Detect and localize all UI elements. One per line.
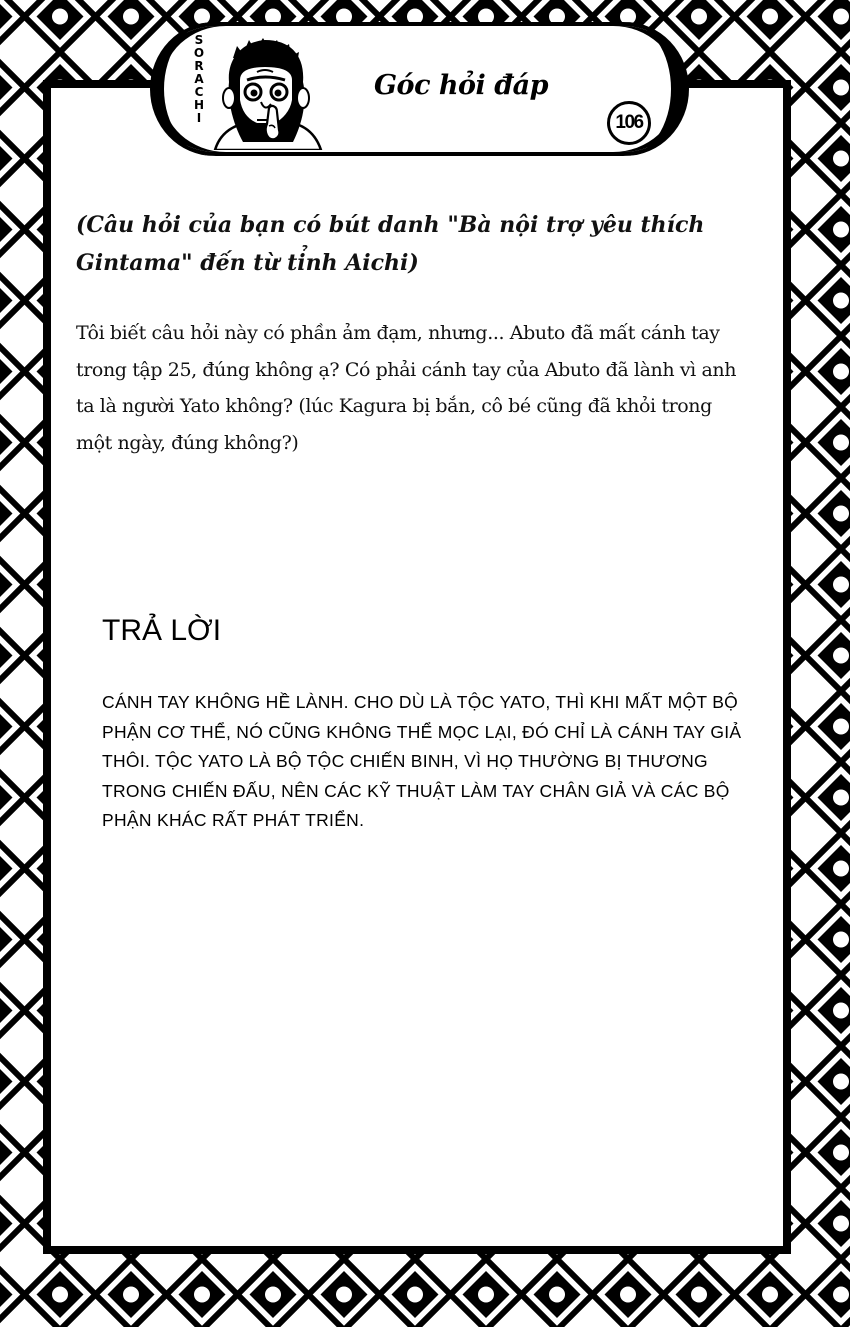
section-title: Góc hỏi đáp <box>374 70 548 101</box>
author-label: SORACHI <box>193 33 205 125</box>
page-number-badge: 106 <box>607 101 651 145</box>
question-header: (Câu hỏi của bạn có bút danh "Bà nội trợ yêu thích Gintama" đến từ tỉnh Aichi) <box>76 212 705 276</box>
question-body: Tôi biết câu hỏi này có phần ảm đạm, nhưng... Abuto đã mất cánh tay trong tập 25, đúng không ạ? Có phải cánh tay của Abuto đã lành vì anh ta là người Yato không? (lúc Kagura bị bắn, cô bé cũng đã khỏi trong một ngày, đúng không?) <box>76 322 737 454</box>
author-caricature-icon <box>207 38 327 150</box>
header-banner <box>152 22 687 156</box>
answer-body: CÁNH TAY KHÔNG HỀ LÀNH. CHO DÙ LÀ TỘC YATO, THÌ KHI MẤT MỘT BỘ PHẬN CƠ THỂ, NÓ CŨNG KHÔNG THỂ MỌC LẠI, ĐÓ CHỈ LÀ CÁNH TAY GIẢ THÔI. TỘC YATO LÀ BỘ TỘC CHIẾN BINH, VÌ HỌ THƯỜNG BỊ THƯƠNG TRONG CHIẾN ĐẤU, NÊN CÁC KỸ THUẬT LÀM TAY CHÂN GIẢ VÀ CÁC BỘ PHẬN KHÁC RẤT PHÁT TRIỂN. <box>102 692 742 830</box>
answer-title: TRẢ LỜI <box>102 614 222 647</box>
